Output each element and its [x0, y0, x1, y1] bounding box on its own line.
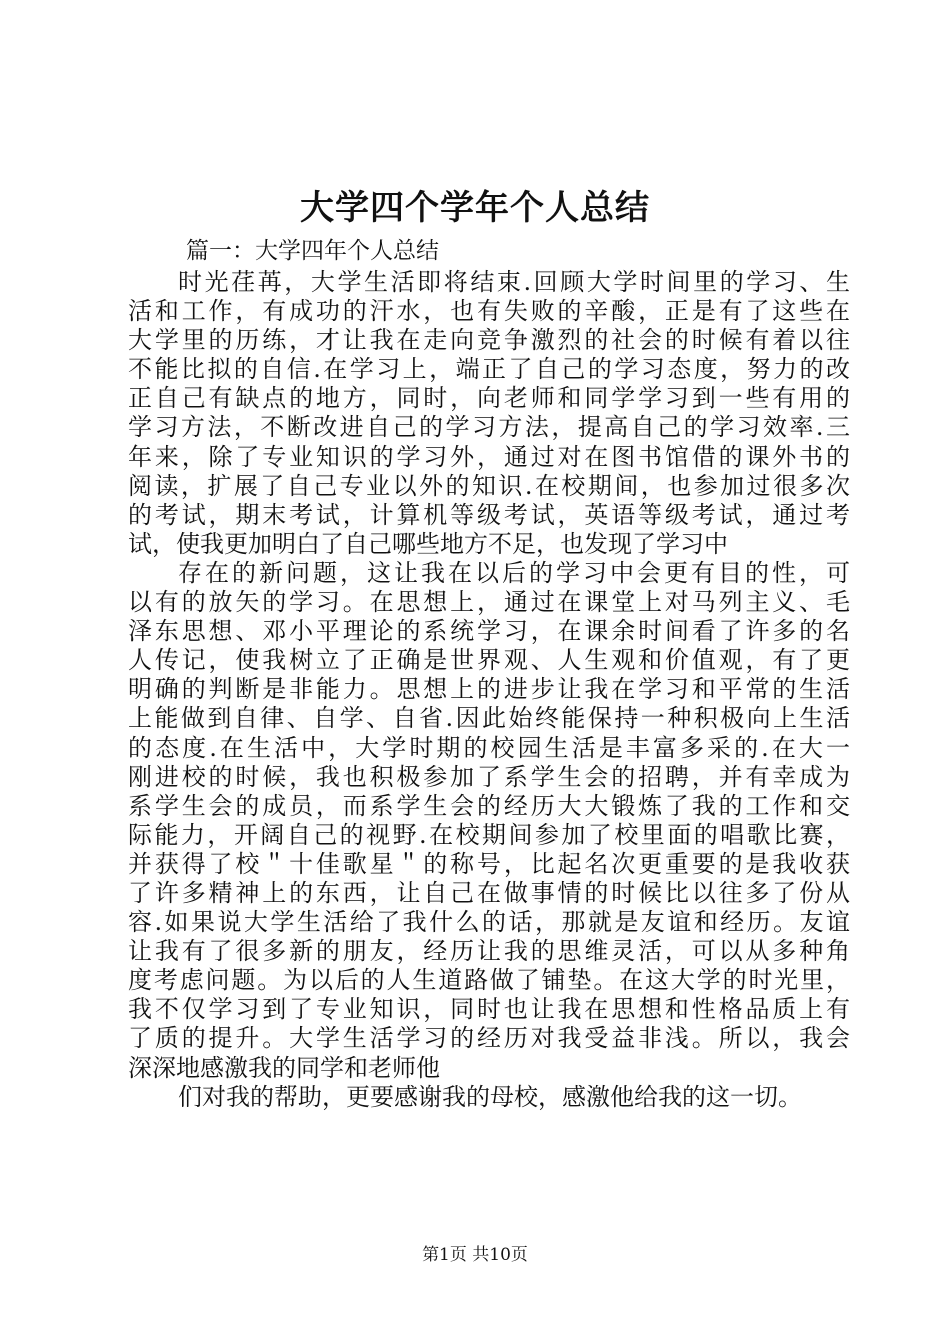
body-line: 上能做到自律、自学、自省.因此始终能保持一种积极向上生活 [128, 704, 850, 733]
page-number-footer: 第1页 共10页 [422, 1245, 528, 1265]
body-line: 际能力，开阔自己的视野.在校期间参加了校里面的唱歌比赛， [128, 820, 850, 849]
body-line: 泽东思想、邓小平理论的系统学习，在课余时间看了许多的名 [128, 617, 850, 646]
body-line: 系学生会的成员，而系学生会的经历大大锻炼了我的工作和交 [128, 791, 850, 820]
body-line: 明确的判断是非能力。思想上的进步让我在学习和平常的生活 [128, 675, 850, 704]
body-line: 活和工作，有成功的汗水，也有失败的辛酸，正是有了这些在 [128, 297, 850, 326]
body-line: 的态度.在生活中，大学时期的校园生活是丰富多采的.在大一 [128, 733, 850, 762]
body-line: 正自己有缺点的地方，同时，向老师和同学学习到一些有用的 [128, 384, 850, 413]
body-line: 不能比拟的自信.在学习上，端正了自己的学习态度，努力的改 [128, 355, 850, 384]
body-line: 学习方法，不断改进自己的学习方法，提高自己的学习效率.三 [128, 413, 850, 442]
body-line: 容.如果说大学生活给了我什么的话，那就是友谊和经历。友谊 [128, 908, 850, 937]
body-line: 让我有了很多新的朋友，经历让我的思维灵活，可以从多种角 [128, 937, 850, 966]
body-line: 试，使我更加明白了自己哪些地方不足，也发现了学习中 [128, 529, 728, 558]
body-line: 并获得了校＂十佳歌星＂的称号，比起名次更重要的是我收获 [128, 849, 850, 878]
body-line: 深深地感激我的同学和老师他 [128, 1053, 440, 1082]
body-line: 存在的新问题，这让我在以后的学习中会更有目的性，可 [178, 558, 850, 587]
body-line: 以有的放矢的学习。在思想上，通过在课堂上对马列主义、毛 [128, 588, 850, 617]
body-line: 了质的提升。大学生活学习的经历对我受益非浅。所以，我会 [128, 1024, 850, 1053]
document-title: 大学四个学年个人总结 [300, 188, 650, 228]
body-line: 时光荏苒，大学生活即将结束.回顾大学时间里的学习、生 [178, 268, 850, 296]
body-line: 刚进校的时候，我也积极参加了系学生会的招聘，并有幸成为 [128, 762, 850, 791]
body-line: 了许多精神上的东西，让自己在做事情的时候比以往多了份从 [128, 878, 850, 907]
section-heading: 篇一：大学四年个人总结 [186, 238, 439, 264]
body-line: 人传记，使我树立了正确是世界观、人生观和价值观，有了更 [128, 646, 850, 675]
body-line: 大学里的历练，才让我在走向竞争激烈的社会的时候有着以往 [128, 326, 850, 355]
document-body [128, 268, 850, 1112]
body-line: 们对我的帮助，更要感谢我的母校，感激他给我的这一切。 [178, 1082, 802, 1111]
body-line: 阅读，扩展了自己专业以外的知识.在校期间，也参加过很多次 [128, 471, 850, 500]
body-line: 的考试，期末考试，计算机等级考试，英语等级考试，通过考 [128, 500, 850, 529]
body-line: 度考虑问题。为以后的人生道路做了铺垫。在这大学的时光里， [128, 966, 850, 995]
body-line: 年来，除了专业知识的学习外，通过对在图书馆借的课外书的 [128, 442, 850, 471]
body-line: 我不仅学习到了专业知识，同时也让我在思想和性格品质上有 [128, 995, 850, 1024]
